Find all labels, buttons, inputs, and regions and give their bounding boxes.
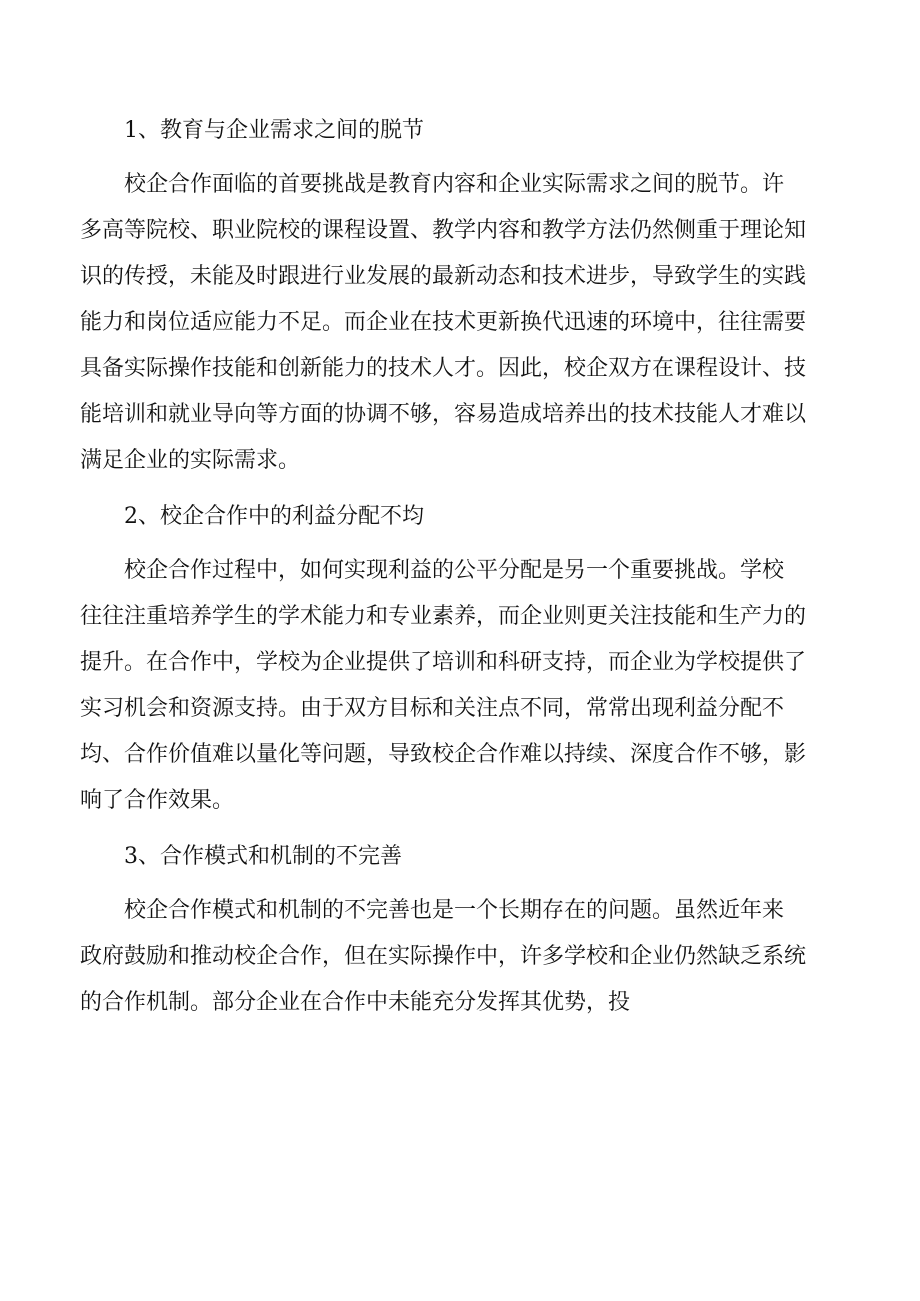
paragraph-line: 能力和岗位适应能力不足。而企业在技术更新换代迅速的环境中，往往需要 <box>80 310 807 335</box>
paragraph-line: 校企合作模式和机制的不完善也是一个长期存在的问题。虽然近年来 <box>124 898 785 923</box>
paragraph-line: 校企合作面临的首要挑战是教育内容和企业实际需求之间的脱节。许 <box>124 172 785 197</box>
paragraph-line: 政府鼓励和推动校企合作，但在实际操作中，许多学校和企业仍然缺乏系统 <box>80 944 807 969</box>
paragraph-line: 往往注重培养学生的学术能力和专业素养，而企业则更关注技能和生产力的 <box>80 604 807 629</box>
section-1 <box>80 108 840 484</box>
section-paragraph <box>80 888 840 1026</box>
section-3 <box>80 834 840 1026</box>
section-heading: 2、校企合作中的利益分配不均 <box>124 504 424 529</box>
paragraph-line: 具备实际操作技能和创新能力的技术人才。因此，校企双方在课程设计、技 <box>80 356 807 381</box>
paragraph-line: 响了合作效果。 <box>80 788 235 813</box>
section-2 <box>80 494 840 824</box>
document-body <box>80 108 840 1026</box>
paragraph-line: 实习机会和资源支持。由于双方目标和关注点不同，常常出现利益分配不 <box>80 696 785 721</box>
paragraph-line: 提升。在合作中，学校为企业提供了培训和科研支持，而企业为学校提供了 <box>80 650 807 675</box>
paragraph-line: 的合作机制。部分企业在合作中未能充分发挥其优势，投 <box>80 990 631 1015</box>
section-heading: 1、教育与企业需求之间的脱节 <box>124 118 424 143</box>
paragraph-line: 识的传授，未能及时跟进行业发展的最新动态和技术进步，导致学生的实践 <box>80 264 807 289</box>
paragraph-line: 满足企业的实际需求。 <box>80 448 301 473</box>
section-paragraph <box>80 162 840 484</box>
paragraph-line: 校企合作过程中，如何实现利益的公平分配是另一个重要挑战。学校 <box>124 558 785 583</box>
section-paragraph <box>80 548 840 824</box>
paragraph-line: 能培训和就业导向等方面的协调不够，容易造成培养出的技术技能人才难以 <box>80 402 807 427</box>
paragraph-line: 多高等院校、职业院校的课程设置、教学内容和教学方法仍然侧重于理论知 <box>80 218 807 243</box>
paragraph-line: 均、合作价值难以量化等问题，导致校企合作难以持续、深度合作不够，影 <box>80 742 807 767</box>
section-heading: 3、合作模式和机制的不完善 <box>124 844 402 869</box>
